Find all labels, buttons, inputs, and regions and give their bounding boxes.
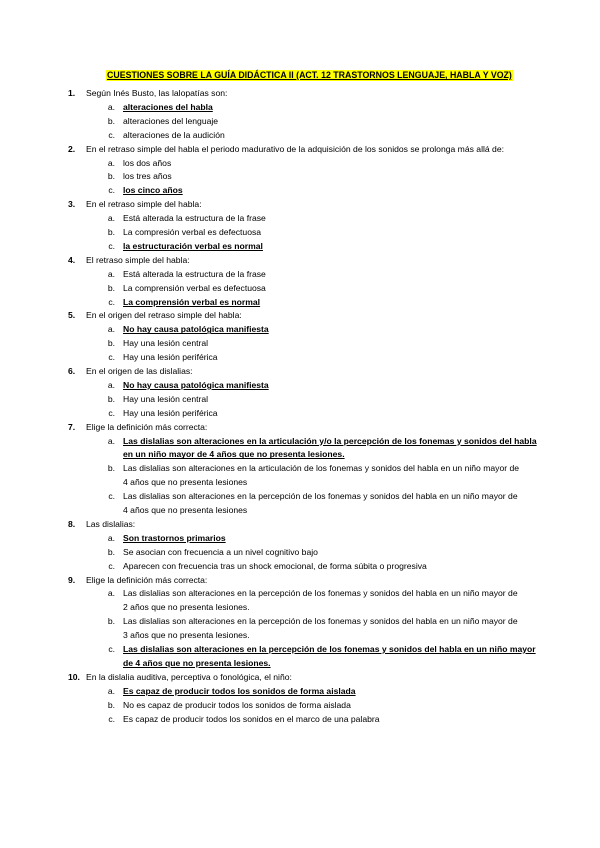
question-text: Elige la definición más correcta: bbox=[86, 574, 208, 585]
question-number: 6. bbox=[68, 366, 76, 376]
option-letter: a. bbox=[107, 532, 115, 543]
option-text-correct: en un niño mayor de 4 años que no presenta lesiones. bbox=[123, 449, 345, 460]
document-title: CUESTIONES SOBRE LA GUÍA DIDÁCTICA II (ACT. 12 TRASTORNOS LENGUAJE, HABLA Y VOZ) bbox=[107, 70, 512, 80]
option-text: 3 años que no presenta lesiones. bbox=[123, 630, 250, 641]
question-text: Las dislalias: bbox=[86, 518, 136, 529]
question-text: El retraso simple del habla: bbox=[86, 254, 190, 265]
option-letter: c. bbox=[108, 185, 115, 196]
option-text: No es capaz de producir todos los sonidos de forma aislada bbox=[123, 699, 351, 710]
option-letter: b. bbox=[107, 393, 115, 404]
option-text: Hay una lesión periférica bbox=[123, 407, 218, 418]
option-text: Las dislalias son alteraciones en la articulación de los fonemas y sonidos del habla en un niño mayor de bbox=[123, 463, 520, 474]
option-letter: b. bbox=[107, 463, 115, 474]
option-text: alteraciones de la audición bbox=[123, 129, 225, 140]
option-letter: b. bbox=[107, 171, 115, 182]
option-letter: a. bbox=[107, 101, 115, 112]
option-letter: b. bbox=[107, 227, 115, 237]
option-text: Hay una lesión periférica bbox=[123, 352, 218, 363]
option-text: 4 años que no presenta lesiones bbox=[123, 505, 248, 515]
question-text: En el retraso simple del habla el periodo madurativo de la adquisición de los sonidos se prolonga más allá de: bbox=[86, 143, 505, 154]
option-text-correct: No hay causa patológica manifiesta bbox=[123, 324, 269, 335]
option-text-correct: La comprensión verbal es normal bbox=[123, 296, 261, 307]
option-letter: a. bbox=[107, 435, 115, 446]
option-text: 4 años que no presenta lesiones bbox=[123, 477, 248, 488]
option-text-correct: No hay causa patológica manifiesta bbox=[123, 379, 269, 390]
option-text: Las dislalias son alteraciones en la percepción de los fonemas y sonidos del habla en un niño mayor de bbox=[123, 616, 518, 627]
question-number: 7. bbox=[68, 421, 76, 432]
question-number: 9. bbox=[68, 574, 76, 585]
option-text-correct: Es capaz de producir todos los sonidos de forma aislada bbox=[123, 685, 356, 696]
option-letter: b. bbox=[107, 616, 115, 627]
option-text: Las dislalias son alteraciones en la percepción de los fonemas y sonidos del habla en un niño mayor de bbox=[123, 491, 518, 502]
option-letter: c. bbox=[108, 352, 115, 363]
option-text: Las dislalias son alteraciones en la percepción de los fonemas y sonidos del habla en un niño mayor de bbox=[123, 588, 518, 599]
option-text: La compresión verbal es defectuosa bbox=[123, 227, 262, 237]
option-text: alteraciones del lenguaje bbox=[123, 115, 219, 126]
question-number: 3. bbox=[68, 199, 76, 210]
option-letter: c. bbox=[108, 240, 115, 251]
option-letter: c. bbox=[108, 491, 115, 502]
option-letter: c. bbox=[108, 407, 115, 418]
option-letter: c. bbox=[108, 129, 115, 140]
option-text-correct: Son trastornos primarios bbox=[123, 532, 226, 543]
option-text-correct: Las dislalias son alteraciones en la articulación y/o la percepción de los fonemas y sonidos del habla bbox=[123, 435, 537, 446]
option-text: Está alterada la estructura de la frase bbox=[123, 213, 266, 224]
option-letter: b. bbox=[107, 282, 115, 293]
option-text-correct: de 4 años que no presenta lesiones. bbox=[123, 657, 271, 668]
question-number: 10. bbox=[68, 671, 80, 682]
question-text: En la dislalia auditiva, perceptiva o fonológica, el niño: bbox=[86, 671, 292, 682]
option-letter: c. bbox=[108, 296, 115, 307]
option-text-correct: Las dislalias son alteraciones en la percepción de los fonemas y sonidos del habla en un niño mayor bbox=[123, 644, 536, 654]
option-letter: c. bbox=[108, 644, 115, 654]
option-text: Hay una lesión central bbox=[123, 338, 209, 349]
option-text-correct: la estructuración verbal es normal bbox=[123, 240, 263, 251]
option-letter: b. bbox=[107, 338, 115, 349]
option-text-correct: alteraciones del habla bbox=[123, 101, 213, 112]
option-letter: a. bbox=[107, 685, 115, 696]
question-text: Según Inés Busto, las lalopatías son: bbox=[86, 88, 228, 98]
option-text: 2 años que no presenta lesiones. bbox=[123, 602, 250, 613]
option-text: Aparecen con frecuencia tras un shock emocional, de forma súbita o progresiva bbox=[123, 560, 427, 571]
option-text: Se asocian con frecuencia a un nivel cognitivo bajo bbox=[123, 546, 318, 557]
question-number: 2. bbox=[68, 143, 76, 154]
question-number: 1. bbox=[68, 88, 76, 98]
option-text: los tres años bbox=[123, 171, 172, 182]
question-text: Elige la definición más correcta: bbox=[86, 421, 208, 432]
option-letter: a. bbox=[107, 268, 115, 279]
question-text: En el origen del retraso simple del habla: bbox=[86, 310, 242, 321]
question-text: En el origen de las dislalias: bbox=[86, 366, 193, 376]
question-text: En el retraso simple del habla: bbox=[86, 199, 202, 210]
option-letter: b. bbox=[107, 115, 115, 126]
question-number: 4. bbox=[68, 254, 76, 265]
option-letter: a. bbox=[107, 213, 115, 224]
option-letter: b. bbox=[107, 546, 115, 557]
option-text: La comprensión verbal es defectuosa bbox=[123, 282, 266, 293]
option-text: los dos años bbox=[123, 157, 172, 168]
option-letter: a. bbox=[107, 379, 115, 390]
option-letter: c. bbox=[108, 560, 115, 571]
option-letter: a. bbox=[107, 324, 115, 335]
option-text-correct: los cinco años bbox=[123, 185, 183, 196]
question-number: 8. bbox=[68, 518, 76, 529]
option-text: Hay una lesión central bbox=[123, 393, 209, 404]
question-number: 5. bbox=[68, 310, 76, 321]
option-letter: b. bbox=[107, 699, 115, 710]
option-letter: a. bbox=[107, 588, 115, 599]
option-letter: a. bbox=[107, 157, 115, 168]
option-text: Está alterada la estructura de la frase bbox=[123, 268, 266, 279]
option-text: Es capaz de producir todos los sonidos en el marco de una palabra bbox=[123, 713, 380, 724]
option-letter: c. bbox=[108, 713, 115, 724]
